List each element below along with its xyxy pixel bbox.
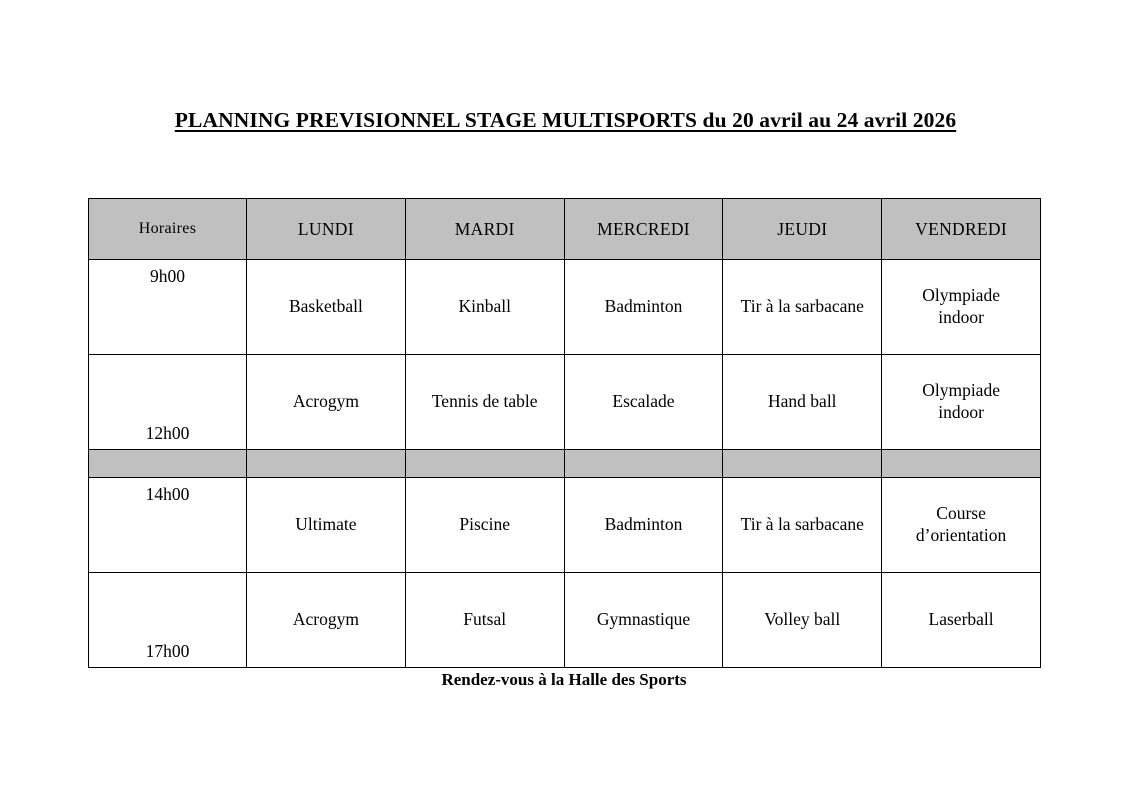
activity-cell: Hand ball [723, 355, 882, 450]
column-header-monday: LUNDI [247, 199, 406, 260]
spacer-cell [89, 450, 247, 478]
hours-cell [89, 355, 247, 450]
table-row [89, 260, 1041, 355]
activity-cell: Olympiade indoor [882, 260, 1041, 355]
activity-cell: Olympiade indoor [882, 355, 1041, 450]
table-row [89, 478, 1041, 573]
hours-start: 14h00 [145, 484, 190, 504]
spacer-cell [882, 450, 1041, 478]
spacer-cell [723, 450, 882, 478]
activity-cell: Kinball [405, 260, 564, 355]
activity-cell: Course d’orientation [882, 478, 1041, 573]
activity-cell: Piscine [405, 478, 564, 573]
activity-cell: Acrogym [247, 355, 406, 450]
table-body [89, 260, 1041, 668]
activity-cell: Volley ball [723, 573, 882, 668]
activity-cell: Gymnastique [564, 573, 723, 668]
table-spacer-row [89, 450, 1041, 478]
activity-cell: Tir à la sarbacane [723, 260, 882, 355]
footer-note: Rendez-vous à la Halle des Sports [441, 670, 687, 689]
schedule-table [88, 198, 1041, 668]
activity-cell: Laserball [882, 573, 1041, 668]
activity-cell: Tennis de table [405, 355, 564, 450]
activity-cell: Ultimate [247, 478, 406, 573]
activity-cell: Escalade [564, 355, 723, 450]
spacer-cell [247, 450, 406, 478]
hours-cell [89, 478, 247, 573]
activity-cell: Tir à la sarbacane [723, 478, 882, 573]
column-header-hours: Horaires [89, 199, 247, 260]
spacer-cell [405, 450, 564, 478]
activity-cell: Acrogym [247, 573, 406, 668]
hours-end: 12h00 [145, 423, 190, 443]
hours-start: 9h00 [150, 266, 185, 286]
activity-cell: Futsal [405, 573, 564, 668]
column-header-tuesday: MARDI [405, 199, 564, 260]
column-header-wednesday: MERCREDI [564, 199, 723, 260]
column-header-thursday: JEUDI [723, 199, 882, 260]
hours-end: 17h00 [145, 641, 190, 661]
activity-cell: Badminton [564, 260, 723, 355]
column-header-friday: VENDREDI [882, 199, 1041, 260]
hours-cell [89, 260, 247, 355]
table-header-row [89, 199, 1041, 260]
table-row [89, 573, 1041, 668]
page-title [0, 108, 1131, 133]
page-title-text: PLANNING PREVISIONNEL STAGE MULTISPORTS du 20 avril au 24 avril 2026 [174, 108, 957, 132]
table-header [89, 199, 1041, 260]
hours-cell [89, 573, 247, 668]
spacer-cell [564, 450, 723, 478]
activity-cell: Badminton [564, 478, 723, 573]
activity-cell: Basketball [247, 260, 406, 355]
table-row [89, 355, 1041, 450]
